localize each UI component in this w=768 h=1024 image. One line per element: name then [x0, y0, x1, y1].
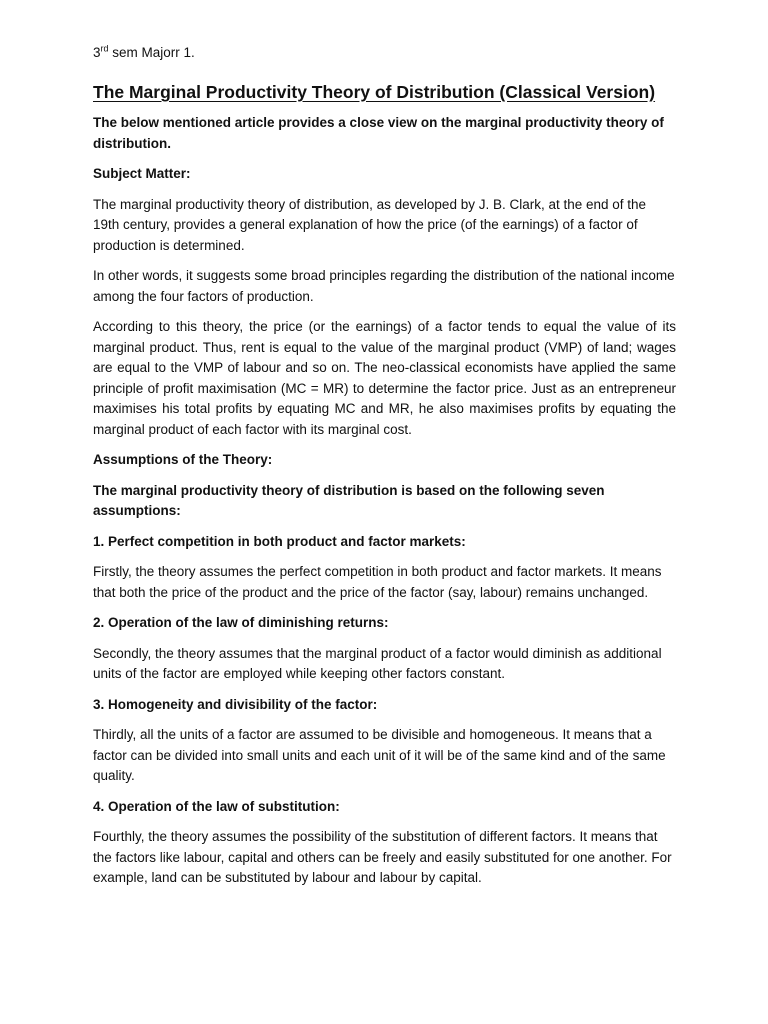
body-paragraph: Secondly, the theory assumes that the marginal product of a factor would diminish as additional units of the factor are employed while keeping other factors constant.	[93, 645, 662, 681]
section-heading-subject-matter: Subject Matter:	[93, 166, 191, 181]
course-header	[93, 43, 676, 63]
document-title: The Marginal Productivity Theory of Distribution (Classical Version)	[93, 82, 656, 102]
body-paragraph: Firstly, the theory assumes the perfect competition in both product and factor markets. It means that both the price of the product and the price of the factor (say, labour) remains unchanged.	[93, 564, 662, 600]
assumption-heading-2: 2. Operation of the law of diminishing returns:	[93, 615, 389, 630]
course-header-prefix: 3	[93, 45, 101, 60]
body-paragraph: According to this theory, the price (or the earnings) of a factor tends to equal the value of its marginal product. Thus, rent is equal to the value of the marginal product (VMP) of land; wages are equal to the VMP of labour and so on. The neo-classical economists have applied the same principle of profit maximisation (MC = MR) to determine the factor price. Just as an entrepreneur maximises his total profits by equating MC and MR, he also maximises profits by equating the marginal product of each factor with its marginal cost.	[93, 319, 676, 437]
body-paragraph: In other words, it suggests some broad principles regarding the distribution of the national income among the four factors of production.	[93, 268, 675, 304]
intro-paragraph: The below mentioned article provides a close view on the marginal productivity theory of distribution.	[93, 115, 664, 151]
assumption-heading-3: 3. Homogeneity and divisibility of the factor:	[93, 696, 378, 712]
assumptions-intro: The marginal productivity theory of distribution is based on the following seven assumptions:	[93, 482, 605, 518]
course-header-superscript: rd	[100, 43, 109, 54]
assumption-heading-4: 4. Operation of the law of substitution:	[93, 798, 340, 814]
course-header-suffix: sem Majorr 1.	[108, 45, 195, 60]
body-paragraph: The marginal productivity theory of distribution, as developed by J. B. Clark, at the end of the 19th century, provides a general explanation of how the price (of the earnings) of a factor of production is determined.	[93, 196, 647, 253]
body-paragraph: Fourthly, the theory assumes the possibility of the substitution of different factors. It means that the factors like labour, capital and others can be freely and easily substituted for one another. For example, land can be substituted by labour and labour by capital.	[93, 829, 672, 885]
section-heading-assumptions: Assumptions of the Theory:	[93, 452, 273, 467]
body-paragraph: Thirdly, all the units of a factor are assumed to be divisible and homogeneous. It means that a factor can be divided into small units and each unit of it will be of the same kind and of the same quality.	[93, 727, 666, 783]
assumption-heading-1: 1. Perfect competition in both product and factor markets:	[93, 533, 466, 549]
